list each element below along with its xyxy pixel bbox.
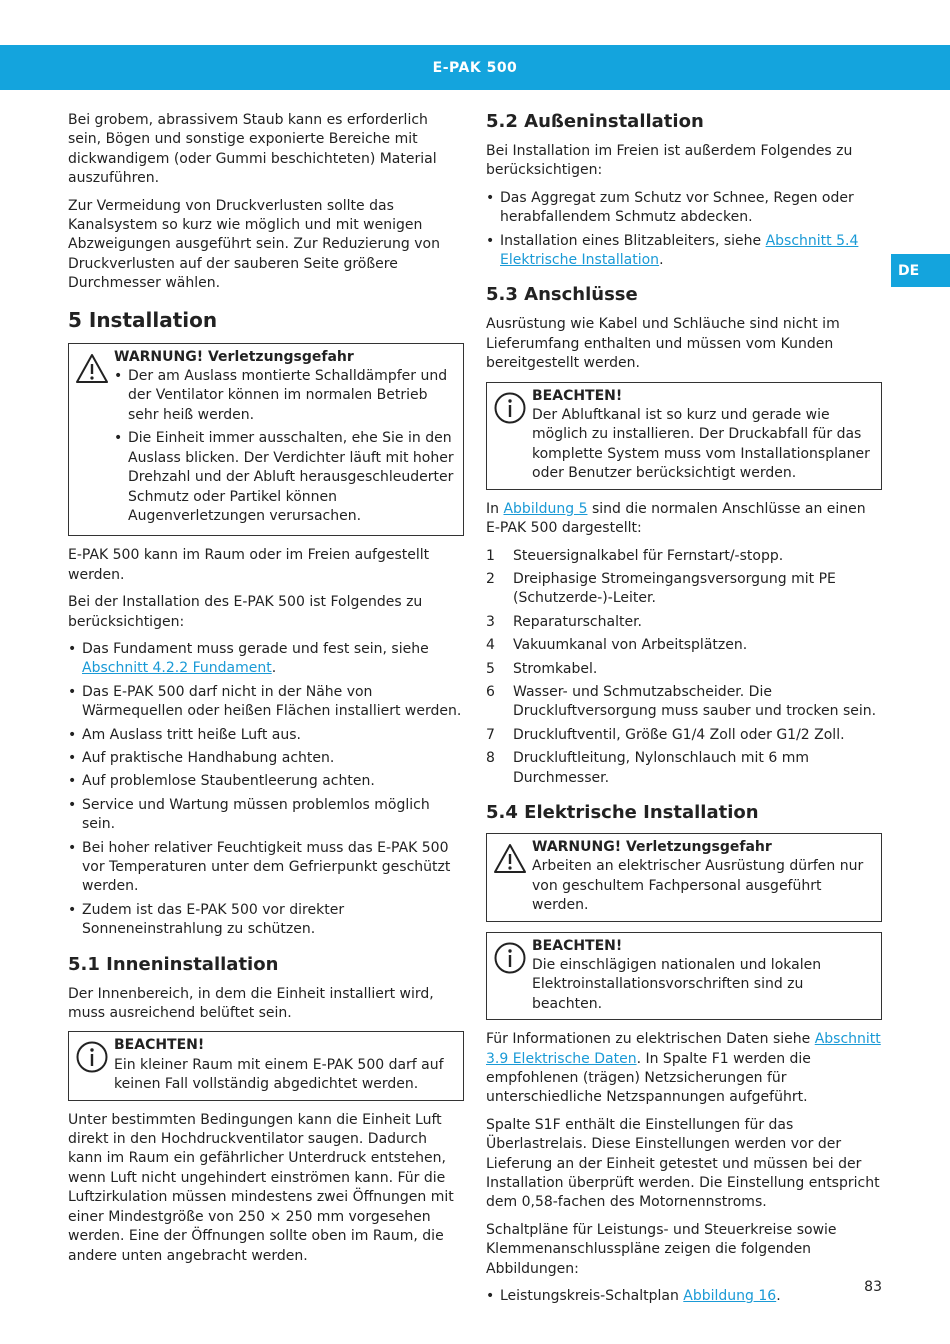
figure-reference-paragraph: [486, 500, 882, 539]
connections-numbered-list: [486, 547, 882, 788]
warning-text: Arbeiten an elektrischer Ausrüstung dürfen nur von geschultem Fachpersonal ausgeführt werden.: [532, 858, 864, 914]
figure-ref-pre: In: [486, 500, 500, 517]
list-item-text: Das Fundament muss gerade und fest sein, siehe: [82, 640, 429, 657]
item-text: Reparaturschalter.: [513, 613, 642, 630]
list-item: [68, 640, 464, 679]
warning-triangle-icon: [493, 842, 527, 876]
list-item: • Zudem ist das E-PAK 500 vor direkter Sonneneinstrahlung zu schützen.: [68, 901, 464, 940]
s1f-paragraph: Spalte S1F enthält die Einstellungen für das Überlastrelais. Diese Einstellungen werden vor der Lieferung an der Einheit getestet und müssen bei der Installation überprüft werden. Die Einstellung entspricht dem 0,58-fachen des Motornennstroms.: [486, 1116, 880, 1211]
item-number: 4: [486, 637, 495, 654]
list-item: [486, 1287, 882, 1306]
item-text: Vakuumkanal von Arbeitsplätzen.: [513, 637, 748, 654]
consider-paragraph: Bei der Installation des E-PAK 500 ist Folgendes zu berücksichtigen:: [68, 594, 423, 630]
note-box: [68, 1031, 464, 1100]
item-text: Druckluftventil, Größe G1/4 Zoll oder G1/2 Zoll.: [513, 726, 845, 743]
list-item: • Das Aggregat zum Schutz vor Schnee, Regen oder herabfallendem Schmutz abdecken.: [486, 189, 882, 228]
numbered-item: [486, 683, 882, 722]
info-icon: [75, 1040, 109, 1074]
list-item: • Auf problemlose Staubentleerung achten.: [68, 772, 464, 791]
note-box: [486, 932, 882, 1021]
item-text: Stromkabel.: [513, 660, 598, 677]
foundation-section-link[interactable]: Abschnitt 4.2.2 Fundament: [82, 660, 272, 677]
item-text: Steuersignalkabel für Fernstart/-stopp.: [513, 547, 784, 564]
section-heading-electrical: 5.4 Elektrische Installation: [486, 801, 759, 823]
numbered-item: [486, 613, 882, 632]
warning-triangle-icon: [75, 352, 109, 386]
item-text: Wasser- und Schmutzabscheider. Die Druckluftversorgung muss sauber und trocken sein.: [513, 683, 877, 720]
note-title: BEACHTEN!: [532, 387, 623, 404]
electrical-pre: Für Informationen zu elektrischen Daten siehe: [486, 1031, 811, 1048]
note-box: [486, 382, 882, 490]
page-header: [0, 45, 950, 90]
section-heading-connections: 5.3 Anschlüsse: [486, 284, 638, 306]
schematics-paragraph: Schaltpläne für Leistungs- und Steuerkreise sowie Klemmenanschlusspläne zeigen die folgenden Abbildungen:: [486, 1221, 837, 1277]
list-item: • Auf praktische Handhabung achten.: [68, 749, 464, 768]
list-item: • Bei hoher relativer Feuchtigkeit muss das E-PAK 500 vor Temperaturen unter dem Gefrierpunkt geschützt werden.: [68, 839, 464, 897]
warning-list: [114, 367, 455, 526]
section-heading-indoor: 5.1 Inneninstallation: [68, 953, 279, 975]
intro-paragraph-2: Zur Vermeidung von Druckverlusten sollte das Kanalsystem so kurz wie möglich und mit wenigen Abzweigungen ausgeführt sein. Zur Reduzierung von Druckverlusten auf der sauberen Seite größere Durchmesser wählen.: [68, 197, 440, 292]
info-icon: [493, 391, 527, 425]
figure-ref-post: sind die normalen Anschlüsse an einen E-PAK 500 dargestellt:: [486, 500, 866, 537]
warning-item: • Die Einheit immer ausschalten, ehe Sie in den Auslass blicken. Der Verdichter läuft mit hoher Drehzahl und der Abluft herausgeschleuderter Schmutz oder Partikel können Augenverletzungen verursachen.: [114, 429, 455, 526]
warning-box: [68, 343, 464, 537]
numbered-item: [486, 726, 882, 745]
note-title: BEACHTEN!: [532, 937, 623, 954]
item-text: Druckluftleitung, Nylonschlauch mit 6 mm Durchmesser.: [513, 750, 809, 786]
placement-paragraph: E-PAK 500 kann im Raum oder im Freien aufgestellt werden.: [68, 547, 430, 583]
note-text: Der Abluftkanal ist so kurz und gerade wie möglich zu installieren. Der Druckabfall für das komplette System muss vom Installationsplaner oder Benutzer berücksichtigt werden.: [532, 407, 870, 482]
connections-paragraph: Ausrüstung wie Kabel und Schläuche sind nicht im Lieferumfang enthalten und müssen vom Kunden bereitgestellt werden.: [486, 316, 840, 372]
section-heading-installation: 5 Installation: [68, 307, 218, 332]
note-text: Ein kleiner Raum mit einem E-PAK 500 darf auf keinen Fall vollständig abgedichtet werden.: [114, 1056, 444, 1093]
ventilation-paragraph: Unter bestimmten Bedingungen kann die Einheit Luft direkt in den Hochdruckventilator saugen. Dadurch kann im Raum ein gefährlicher Unterdruck entstehen, wenn Luft nicht ungehindert einströmen kann. Für die Luftzirkulation müssen mindestens zwei Öffnungen mit einer Mindestgröße von 250 × 250 mm vorgesehen werden. Eine der Öffnungen sollte oben im Raum, die andere unten angebracht werden.: [68, 1111, 454, 1264]
warning-item: • Der am Auslass montierte Schalldämpfer und der Ventilator können im normalen Betrieb sehr heiß werden.: [114, 367, 455, 425]
indoor-paragraph: Der Innenbereich, in dem die Einheit installiert wird, muss ausreichend belüftet sein.: [68, 985, 434, 1022]
item-number: 1: [486, 547, 495, 564]
item-number: 7: [486, 726, 495, 743]
electrical-section-link[interactable]: Abschnitt 5.4 Elektrische Installation: [500, 232, 859, 269]
numbered-item: [486, 660, 882, 679]
language-tab[interactable]: DE: [891, 254, 950, 287]
list-item-text: Installation eines Blitzableiters, siehe: [500, 232, 762, 249]
schematics-list: [486, 1287, 882, 1306]
item-number: 6: [486, 683, 495, 700]
figure-16-link[interactable]: Abbildung 16: [683, 1288, 777, 1305]
outdoor-paragraph: Bei Installation im Freien ist außerdem Folgendes zu berücksichtigen:: [486, 143, 853, 179]
section-heading-outdoor: 5.2 Außeninstallation: [486, 111, 704, 132]
numbered-item: [486, 547, 882, 566]
item-text: Dreiphasige Stromeingangsversorgung mit PE (Schutzerde-)-Leiter.: [513, 570, 836, 607]
info-icon: [493, 941, 527, 975]
numbered-item: [486, 636, 882, 655]
list-item: • Am Auslass tritt heiße Luft aus.: [68, 726, 464, 745]
outdoor-list: [486, 189, 882, 271]
item-number: 3: [486, 613, 495, 630]
note-text: Die einschlägigen nationalen und lokalen Elektroinstallationsvorschriften sind zu beachten.: [532, 957, 822, 1012]
list-item-end: .: [659, 252, 664, 269]
installation-requirements-list: [68, 640, 464, 940]
list-item-text: Leistungskreis-Schaltplan: [500, 1288, 679, 1305]
header-title: E-PAK 500: [432, 59, 518, 76]
warning-box: [486, 833, 882, 922]
item-number: 2: [486, 570, 495, 587]
right-column: [486, 111, 882, 1315]
list-item: • Service und Wartung müssen problemlos möglich sein.: [68, 796, 464, 835]
electrical-post: . In Spalte F1 werden die empfohlenen (trägen) Netzsicherungen für unterschiedliche Netzspannungen aufgeführt.: [486, 1050, 811, 1106]
page-number: 83: [864, 1279, 882, 1295]
list-item-end: .: [776, 1288, 781, 1305]
list-item-end: .: [271, 660, 277, 677]
electrical-data-link[interactable]: Abschnitt 3.9 Elektrische Daten: [486, 1031, 881, 1067]
numbered-item: [486, 749, 882, 788]
note-title: BEACHTEN!: [114, 1037, 205, 1054]
numbered-item: [486, 570, 882, 609]
item-number: 8: [486, 750, 495, 767]
warning-title: WARNUNG! Verletzungsgefahr: [532, 838, 772, 855]
list-item: [486, 232, 882, 271]
intro-paragraph-1: Bei grobem, abrassivem Staub kann es erforderlich sein, Bögen und sonstige exponierte Bereiche mit dickwandigem (oder Gummi beschichteten) Material auszuführen.: [68, 112, 437, 187]
figure-5-link[interactable]: Abbildung 5: [503, 500, 588, 517]
electrical-data-paragraph: [486, 1030, 882, 1108]
left-column: [68, 111, 464, 1274]
warning-title: WARNUNG! Verletzungsgefahr: [114, 348, 354, 365]
item-number: 5: [486, 660, 495, 677]
list-item: • Das E-PAK 500 darf nicht in der Nähe von Wärmequellen oder heißen Flächen installiert werden.: [68, 683, 464, 722]
